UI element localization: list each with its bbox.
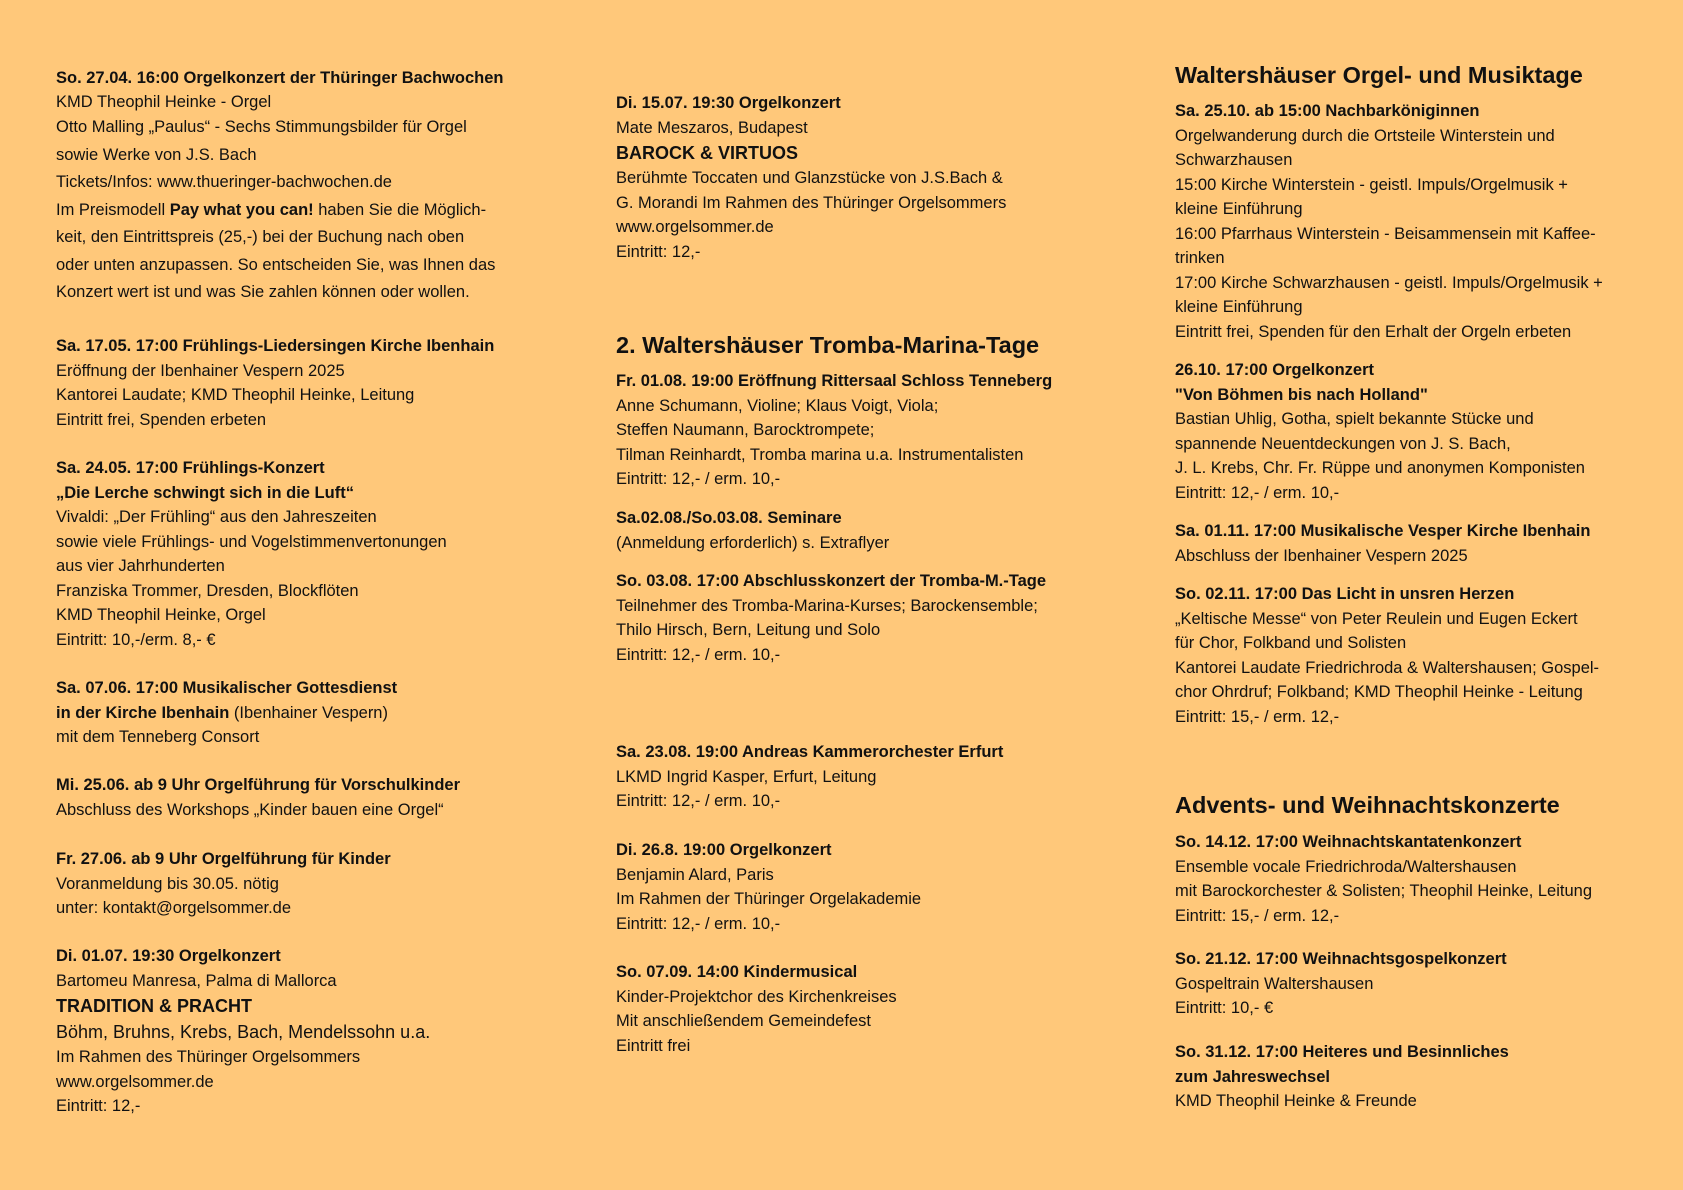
event-line: 15:00 Kirche Winterstein - geistl. Impuls/Orgelmusik + (1175, 175, 1568, 194)
event-line: Eintritt frei (616, 1036, 691, 1055)
event-abschlusskonzert (616, 569, 1116, 667)
event-line: Eintritt: 12,- / erm. 10,- (1175, 483, 1340, 502)
event-title: Di. 26.8. 19:00 Orgelkonzert (616, 841, 832, 859)
event-title: So. 21.12. 17:00 Weihnachtsgospelkonzert (1175, 950, 1507, 968)
event-title: Sa. 24.05. 17:00 Frühlings-Konzert (56, 459, 325, 477)
pay-what-you-can: Pay what you can! (169, 200, 314, 219)
event-orgelkonzert-meszaros (616, 91, 1116, 264)
event-weihnachtsgospel (1175, 947, 1665, 1021)
event-orgelfuehrung-vorschulkinder (56, 773, 576, 822)
event-title: Sa. 17.05. 17:00 Frühlings-Liedersingen Kirche Ibenhain (56, 337, 495, 355)
event-line: Mit anschließendem Gemeindefest (616, 1012, 871, 1030)
event-line: Steffen Naumann, Barocktrompete; (616, 421, 875, 439)
event-kindermusical (616, 960, 1116, 1058)
event-line: Im Rahmen des Thüringer Orgelsommers (56, 1048, 361, 1066)
event-line: für Chor, Folkband und Solisten (1175, 634, 1407, 652)
event-line: Gospeltrain Waltershausen (1175, 974, 1374, 993)
event-title: 26.10. 17:00 Orgelkonzert (1175, 361, 1375, 379)
event-motto: TRADITION & PRACHT (56, 996, 252, 1016)
event-line (56, 197, 576, 225)
event-title: So. 03.08. 17:00 Abschlusskonzert der Tromba-M.-Tage (616, 572, 1047, 590)
event-gottesdienst (56, 676, 576, 750)
text-span: (Ibenhainer Vespern) (229, 703, 388, 722)
event-line: mit dem Tenneberg Consort (56, 728, 260, 746)
event-line: Eintritt: 12,- / erm. 10,- (616, 470, 781, 488)
event-bachwochen (56, 66, 576, 307)
event-line: Otto Malling „Paulus“ - Sechs Stimmungsbilder für Orgel (56, 118, 467, 136)
event-title: So. 14.12. 17:00 Weihnachtskantatenkonzert (1175, 833, 1522, 851)
event-title: Sa. 01.11. 17:00 Musikalische Vesper Kirche Ibenhain (1175, 522, 1591, 540)
event-line: kleine Einführung (1175, 200, 1303, 218)
event-line: „Keltische Messe“ von Peter Reulein und Eugen Eckert (1175, 609, 1578, 628)
event-title: Mi. 25.06. ab 9 Uhr Orgelführung für Vorschulkinder (56, 776, 461, 794)
event-line: Eintritt: 12,- / erm. 10,- (616, 792, 781, 810)
event-line: Vivaldi: „Der Frühling“ aus den Jahreszeiten (56, 508, 377, 526)
event-line: oder unten anzupassen. So entscheiden Sie, was Ihnen das (56, 255, 496, 274)
event-weihnachtskantaten (1175, 830, 1665, 928)
event-line: Thilo Hirsch, Bern, Leitung und Solo (616, 621, 881, 639)
section-heading-musiktage: Waltershäuser Orgel- und Musiktage (1175, 62, 1583, 88)
event-line: Eintritt frei, Spenden erbeten (56, 410, 267, 429)
event-motto: BAROCK & VIRTUOS (616, 143, 799, 163)
event-line: Abschluss der Ibenhainer Vespern 2025 (1175, 546, 1468, 565)
event-line (56, 701, 576, 726)
event-line: Bastian Uhlig, Gotha, spielt bekannte Stücke und (1175, 410, 1534, 428)
event-liedersingen (56, 334, 576, 432)
event-line: Ensemble vocale Friedrichroda/Waltershausen (1175, 857, 1517, 876)
event-line: Kinder-Projektchor des Kirchenkreises (616, 987, 897, 1006)
event-fruehlingskonzert (56, 456, 576, 652)
event-line: Eintritt: 12,- / erm. 10,- (616, 645, 781, 664)
event-line: mit Barockorchester & Solisten; Theophil Heinke, Leitung (1175, 882, 1592, 900)
event-line: trinken (1175, 249, 1225, 267)
event-title: Sa. 25.10. ab 15:00 Nachbarköniginnen (1175, 102, 1480, 120)
event-line: Eintritt frei, Spenden für den Erhalt der Orgeln erbeten (1175, 322, 1572, 341)
event-title: Sa. 07.06. 17:00 Musikalischer Gottesdienst (56, 679, 398, 697)
text-span: Im Preismodell (56, 200, 170, 219)
text-span: haben Sie die Möglich- (313, 200, 487, 219)
event-line: G. Morandi Im Rahmen des Thüringer Orgelsommers (616, 193, 1007, 212)
event-line: www.orgelsommer.de (616, 218, 774, 236)
event-line: Eintritt: 10,-/erm. 8,- € (56, 630, 216, 649)
event-title: So. 07.09. 14:00 Kindermusical (616, 963, 858, 981)
event-title: Fr. 27.06. ab 9 Uhr Orgelführung für Kinder (56, 850, 391, 868)
event-line: Eintritt: 12,- (616, 242, 701, 261)
event-line: Teilnehmer des Tromba-Marina-Kurses; Barockensemble; (616, 596, 1038, 615)
event-licht-herzen (1175, 582, 1665, 729)
event-line: chor Ohrdruf; Folkband; KMD Theophil Heinke - Leitung (1175, 683, 1583, 701)
event-title: zum Jahreswechsel (1175, 1067, 1330, 1086)
event-line: Eintritt: 10,- € (1175, 999, 1274, 1017)
event-line: Mate Meszaros, Budapest (616, 118, 808, 137)
event-subtitle: "Von Böhmen bis nach Holland" (1175, 385, 1428, 404)
event-line: KMD Theophil Heinke - Orgel (56, 93, 272, 111)
event-orgelkonzert-manresa (56, 944, 576, 1119)
event-line: J. L. Krebs, Chr. Fr. Rüppe und anonymen Komponisten (1175, 459, 1585, 477)
event-nachbarkoeniginnen (1175, 99, 1665, 344)
event-eroeffnung (616, 369, 1116, 492)
event-orgelkonzert-holland (1175, 358, 1665, 505)
event-orgelkonzert-alard (616, 838, 1116, 936)
event-kammerorchester (616, 740, 1116, 814)
event-line: LKMD Ingrid Kasper, Erfurt, Leitung (616, 767, 877, 786)
event-line: keit, den Eintrittspreis (25,-) bei der Buchung nach oben (56, 228, 465, 246)
event-line: Tilman Reinhardt, Tromba marina u.a. Instrumentalisten (616, 445, 1024, 464)
event-seminare (616, 506, 1116, 555)
event-line: (Anmeldung erforderlich) s. Extraflyer (616, 533, 890, 552)
event-line: Eintritt: 12,- / erm. 10,- (616, 914, 781, 933)
venue: in der Kirche Ibenhain (56, 703, 230, 722)
event-line: Abschluss des Workshops „Kinder bauen eine Orgel“ (56, 800, 444, 819)
event-line: Franziska Trommer, Dresden, Blockflöten (56, 581, 359, 600)
event-line: Eintritt: 15,- / erm. 12,- (1175, 906, 1340, 925)
event-title: Sa. 23.08. 19:00 Andreas Kammerorchester Erfurt (616, 743, 1004, 761)
event-line: sowie Werke von J.S. Bach (56, 145, 257, 164)
event-line: unter: kontakt@orgelsommer.de (56, 899, 292, 917)
event-orgelfuehrung-kinder (56, 847, 576, 921)
event-line: Eintritt: 15,- / erm. 12,- (1175, 707, 1340, 726)
event-line: Konzert wert ist und was Sie zahlen können oder wollen. (56, 283, 470, 301)
event-line: spannende Neuentdeckungen von J. S. Bach, (1175, 434, 1511, 453)
event-line: 17:00 Kirche Schwarzhausen - geistl. Impuls/Orgelmusik + (1175, 273, 1603, 292)
event-title: Fr. 01.08. 19:00 Eröffnung Rittersaal Schloss Tenneberg (616, 372, 1053, 390)
event-line: Bartomeu Manresa, Palma di Mallorca (56, 971, 337, 990)
event-line: Im Rahmen der Thüringer Orgelakademie (616, 890, 922, 908)
event-line: Schwarzhausen (1175, 151, 1293, 169)
event-line: KMD Theophil Heinke, Orgel (56, 606, 266, 624)
event-line: Orgelwanderung durch die Ortsteile Winterstein und (1175, 126, 1555, 145)
event-line: 16:00 Pfarrhaus Winterstein - Beisammensein mit Kaffee- (1175, 224, 1596, 243)
event-subtitle: „Die Lerche schwingt sich in die Luft“ (56, 483, 354, 502)
event-line: Voranmeldung bis 30.05. nötig (56, 874, 279, 893)
event-line: Anne Schumann, Violine; Klaus Voigt, Viola; (616, 396, 939, 415)
event-line: Eintritt: 12,- (56, 1097, 141, 1115)
event-line: kleine Einführung (1175, 298, 1303, 316)
event-title: So. 31.12. 17:00 Heiteres und Besinnliches (1175, 1043, 1509, 1061)
event-title: Di. 15.07. 19:30 Orgelkonzert (616, 94, 841, 112)
event-line: KMD Theophil Heinke & Freunde (1175, 1092, 1417, 1110)
event-line: Eröffnung der Ibenhainer Vespern 2025 (56, 361, 345, 380)
section-heading-tromba-marina: 2. Waltershäuser Tromba-Marina-Tage (616, 332, 1040, 358)
event-title: Sa.02.08./So.03.08. Seminare (616, 509, 842, 527)
event-line: Benjamin Alard, Paris (616, 865, 774, 884)
event-musikalische-vesper (1175, 519, 1665, 568)
event-title: So. 02.11. 17:00 Das Licht in unsren Herzen (1175, 585, 1515, 603)
event-line: sowie viele Frühlings- und Vogelstimmenvertonungen (56, 532, 447, 551)
event-composers: Böhm, Bruhns, Krebs, Bach, Mendelssohn u.a. (56, 1022, 431, 1042)
event-line: Tickets/Infos: www.thueringer-bachwochen.de (56, 173, 392, 191)
event-title: So. 27.04. 16:00 Orgelkonzert der Thüringer Bachwochen (56, 69, 504, 87)
event-line: Kantorei Laudate; KMD Theophil Heinke, Leitung (56, 386, 415, 404)
event-line: aus vier Jahrhunderten (56, 557, 225, 575)
event-title: Di. 01.07. 19:30 Orgelkonzert (56, 947, 281, 965)
event-line: Berühmte Toccaten und Glanzstücke von J.S.Bach & (616, 169, 1003, 187)
section-heading-advent: Advents- und Weihnachtskonzerte (1175, 792, 1560, 818)
event-line: www.orgelsommer.de (56, 1072, 214, 1091)
event-line: Kantorei Laudate Friedrichroda & Waltershausen; Gospel- (1175, 658, 1600, 677)
event-jahreswechsel (1175, 1040, 1665, 1114)
